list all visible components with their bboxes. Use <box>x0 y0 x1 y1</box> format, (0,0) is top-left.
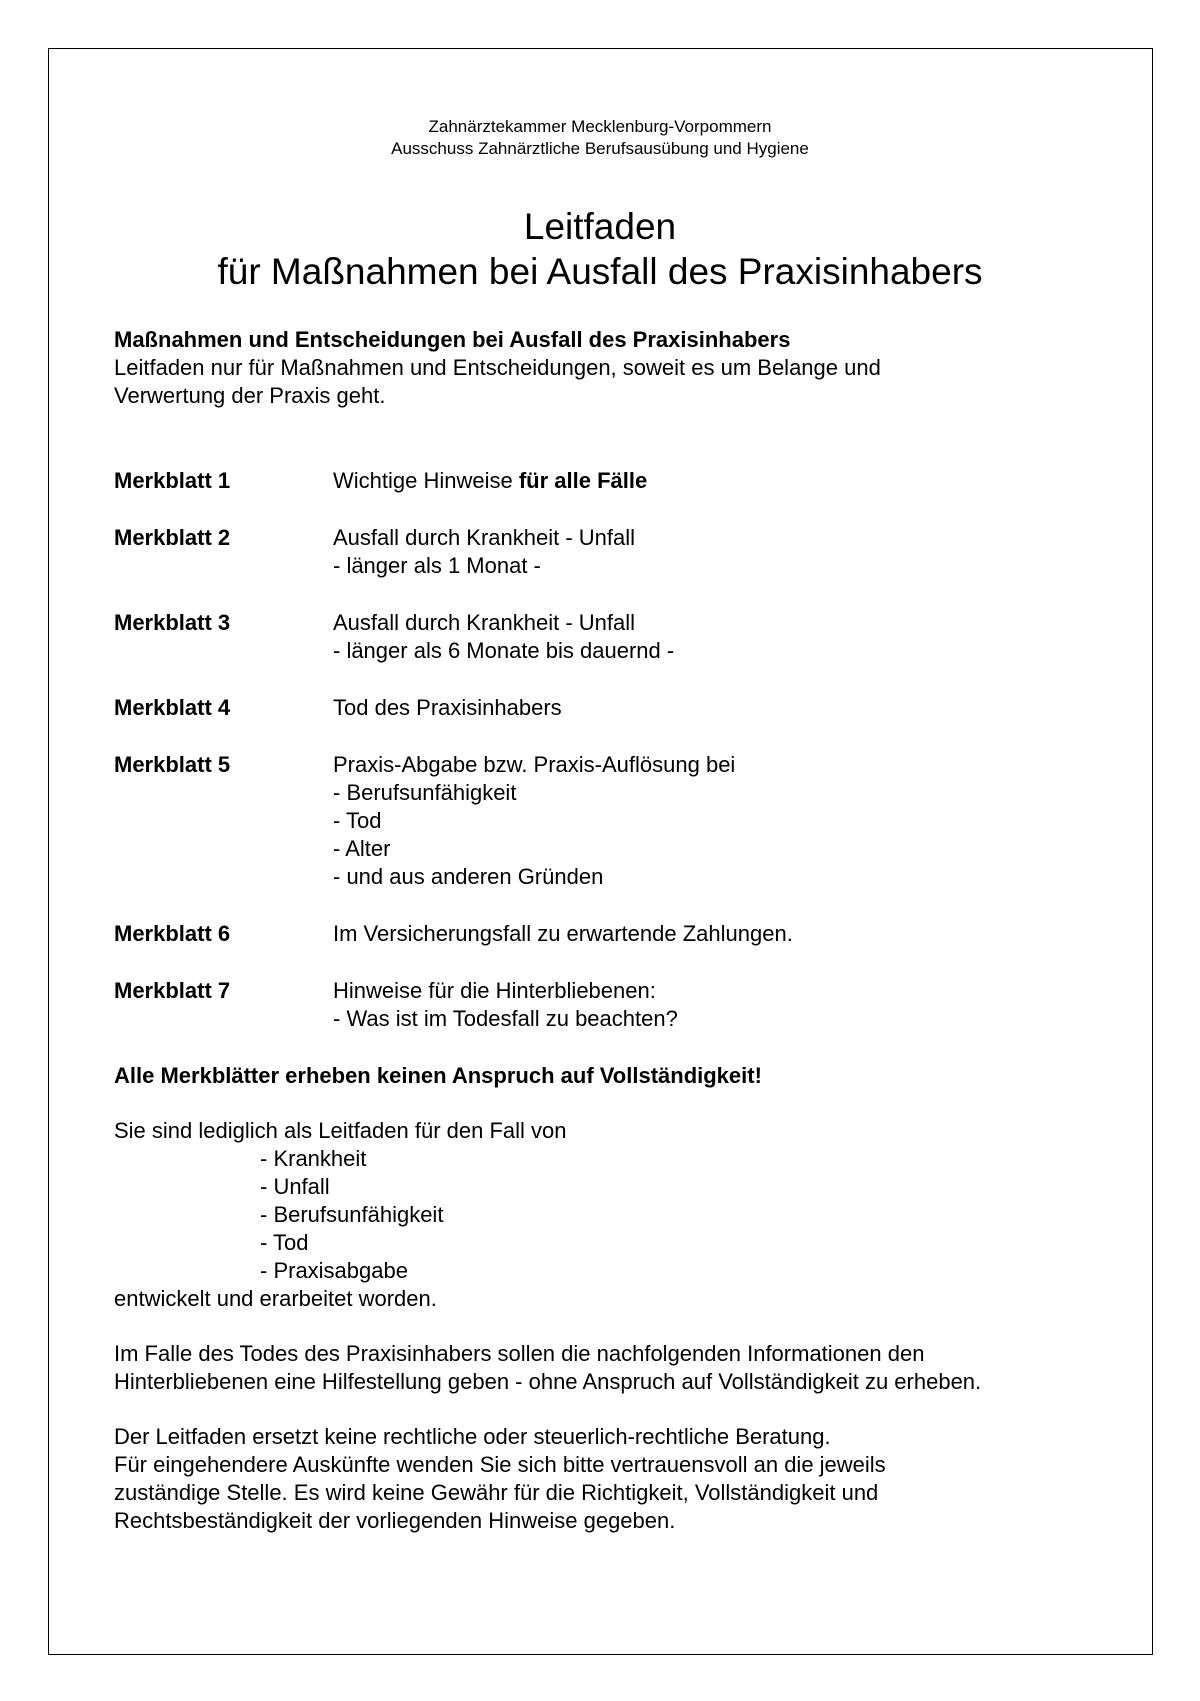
purpose-lead: Sie sind lediglich als Leitfaden für den Fall von <box>114 1118 567 1143</box>
legal-note-line: Der Leitfaden ersetzt keine rechtliche oder steuerlich-rechtliche Beratung. <box>114 1424 831 1449</box>
sheet-label: Merkblatt 6 <box>114 921 231 946</box>
intro-line-1: Leitfaden nur für Maßnahmen und Entscheidungen, soweit es um Belange und <box>114 355 881 380</box>
sheet-item <box>114 977 1094 1033</box>
death-note-line: Im Falle des Todes des Praxisinhabers sollen die nachfolgenden Informationen den <box>114 1341 925 1366</box>
sheet-text: - und aus anderen Gründen <box>333 864 604 889</box>
sheet-label: Merkblatt 2 <box>114 525 231 550</box>
sheet-item <box>114 609 1094 665</box>
sheet-label: Merkblatt 5 <box>114 752 231 777</box>
death-note <box>114 1340 1094 1396</box>
legal-note-line: Für eingehendere Auskünfte wenden Sie sich bitte vertrauensvoll an die jeweils <box>114 1452 886 1477</box>
disclaimer: Alle Merkblätter erheben keinen Anspruch auf Vollständigkeit! <box>114 1063 762 1088</box>
sheet-text: Tod des Praxisinhabers <box>333 695 562 720</box>
legal-note <box>114 1423 1094 1535</box>
sheet-description <box>333 609 674 665</box>
sheet-item <box>114 751 1094 891</box>
sheet-text: - länger als 1 Monat - <box>333 553 541 578</box>
sheet-text: - Alter <box>333 836 391 861</box>
sheet-text: Ausfall durch Krankheit - Unfall <box>333 525 636 550</box>
sheet-item <box>114 694 1094 722</box>
sheet-label: Merkblatt 4 <box>114 695 231 720</box>
sheet-text: - Berufsunfähigkeit <box>333 780 517 805</box>
death-note-line: Hinterbliebenen eine Hilfestellung geben - ohne Anspruch auf Vollständigkeit zu erheben. <box>114 1369 982 1394</box>
title-line-1: Leitfaden <box>523 206 677 247</box>
sheet-text: Im Versicherungsfall zu erwartende Zahlungen. <box>333 921 793 946</box>
title-line-2: für Maßnahmen bei Ausfall des Praxisinhabers <box>217 251 983 292</box>
document-body <box>114 326 1094 1535</box>
sheet-list <box>114 467 1094 1033</box>
committee-name: Ausschuss Zahnärztliche Berufsausübung und Hygiene <box>391 139 809 158</box>
sheet-description <box>333 751 735 891</box>
sheet-text-bold: für alle Fälle <box>518 468 648 493</box>
sheet-item <box>114 467 1094 495</box>
sheet-text: Hinweise für die Hinterbliebenen: <box>333 978 656 1003</box>
sheet-text: - länger als 6 Monate bis dauernd - <box>333 638 675 663</box>
sheet-description <box>333 467 647 495</box>
sheet-label: Merkblatt 3 <box>114 610 231 635</box>
purpose-item: - Krankheit <box>260 1146 367 1171</box>
sheet-item <box>114 920 1094 948</box>
sheet-text: - Was ist im Todesfall zu beachten? <box>333 1006 678 1031</box>
sheet-description <box>333 920 793 948</box>
sheet-label: Merkblatt 7 <box>114 978 231 1003</box>
sheet-text: Wichtige Hinweise <box>333 468 519 493</box>
purpose-item: - Berufsunfähigkeit <box>260 1202 444 1227</box>
sheet-text: - Tod <box>333 808 382 833</box>
purpose-closing: entwickelt und erarbeitet worden. <box>114 1286 437 1311</box>
intro-heading: Maßnahmen und Entscheidungen bei Ausfall des Praxisinhabers <box>114 327 791 352</box>
sheet-description <box>333 524 635 580</box>
sheet-item <box>114 524 1094 580</box>
org-name: Zahnärztekammer Mecklenburg-Vorpommern <box>428 117 772 136</box>
sheet-description <box>333 977 678 1033</box>
intro-line-2: Verwertung der Praxis geht. <box>114 383 386 408</box>
legal-note-line: zuständige Stelle. Es wird keine Gewähr für die Richtigkeit, Vollständigkeit und <box>114 1480 879 1505</box>
purpose-section <box>114 1117 1094 1313</box>
document-title <box>0 204 1200 294</box>
sheet-description <box>333 694 562 722</box>
purpose-item: - Tod <box>260 1230 309 1255</box>
sheet-text: Praxis-Abgabe bzw. Praxis-Auflösung bei <box>333 752 736 777</box>
document-header <box>0 116 1200 160</box>
purpose-item: - Unfall <box>260 1174 330 1199</box>
sheet-text: Ausfall durch Krankheit - Unfall <box>333 610 636 635</box>
sheet-label: Merkblatt 1 <box>114 468 231 493</box>
purpose-item: - Praxisabgabe <box>260 1258 408 1283</box>
legal-note-line: Rechtsbeständigkeit der vorliegenden Hinweise gegeben. <box>114 1508 676 1533</box>
